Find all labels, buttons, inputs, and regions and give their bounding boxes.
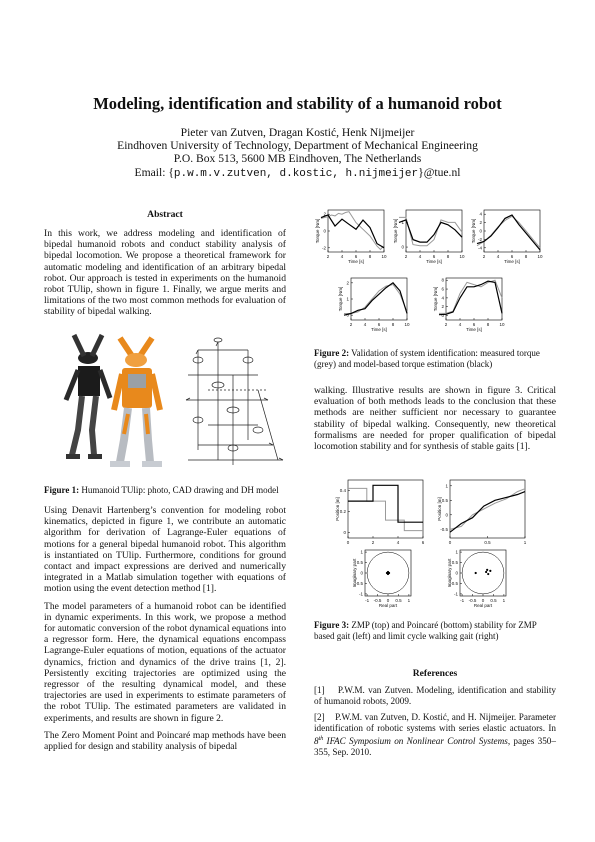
- x-tick-label: 1: [407, 598, 411, 603]
- x-tick-label: 10: [459, 254, 465, 259]
- x-tick-label: 8: [524, 254, 528, 259]
- paragraph-4: walking. Illustrative results are shown in figure 3. Critical evaluation of both methods leads to the conclusion that these methods are neither sufficient nor necessary to guarantee stability of bipedal walking. Consequently, new theoretical formalisms are needed for proper qualification of bipedal locomotion stability and for synthesis of stable gaits [1].: [314, 385, 556, 453]
- address: P.O. Box 513, 5600 MB Eindhoven, The Netherlands: [173, 152, 422, 165]
- x-tick-label: 4: [340, 254, 344, 259]
- y-axis-label: Position [m]: [437, 497, 442, 521]
- chart-4: [433, 278, 505, 332]
- chart-1: [393, 210, 465, 264]
- y-tick-label: 0.5: [356, 560, 363, 566]
- y-tick-label: 0.5: [441, 497, 448, 503]
- y-tick-label: 8: [441, 277, 444, 283]
- reference-2-sup-number: 8: [314, 736, 319, 747]
- x-tick-label: 6: [377, 322, 381, 327]
- plot-frame: [460, 550, 506, 596]
- paper-title: Modeling, identification and stability of a humanoid robot: [93, 94, 502, 113]
- x-tick-label: 0.5: [395, 598, 402, 603]
- figure-3-plots: [310, 478, 560, 618]
- x-tick-label: 6: [432, 254, 436, 259]
- y-tick-label: 1: [360, 549, 363, 555]
- x-tick-label: 4: [496, 254, 500, 259]
- figure-2-text: Validation of system identification: measured torque (grey) and model-based torque estimation (black): [314, 348, 540, 369]
- robot-photo: [66, 335, 110, 459]
- y-tick-label: -1: [453, 591, 458, 597]
- reference-2-venue: IFAC Symposium on Nonlinear Control Systems: [323, 736, 508, 747]
- left-body: [44, 505, 286, 758]
- x-tick-label: 8: [391, 322, 395, 327]
- references-heading: References: [412, 668, 458, 679]
- x-tick-label: -0.5: [373, 598, 382, 603]
- x-tick-label: 8: [486, 322, 490, 327]
- x-axis-label: Time [s]: [371, 327, 387, 332]
- plot-frame: [328, 210, 384, 252]
- y-tick-label: 2: [323, 211, 326, 217]
- y-tick-label: 4: [479, 211, 482, 217]
- x-tick-label: 6: [472, 322, 476, 327]
- y-tick-label: 0: [455, 570, 458, 576]
- x-tick-label: 0: [346, 540, 350, 545]
- x-axis-label: Real part: [473, 603, 493, 608]
- x-tick-label: 10: [537, 254, 543, 259]
- pole-point: [486, 569, 488, 571]
- x-tick-label: 10: [499, 322, 505, 327]
- y-tick-label: 1: [401, 219, 404, 225]
- x-tick-label: 6: [510, 254, 514, 259]
- y-tick-label: -1: [358, 591, 363, 597]
- y-tick-label: 4: [441, 295, 444, 301]
- y-tick-label: 0: [360, 570, 363, 576]
- email-addresses: p.w.m.v.zutven, d.kostic, h.nijmeijer: [173, 168, 419, 180]
- x-tick-label: 2: [482, 254, 486, 259]
- x-tick-label: -1: [460, 598, 465, 603]
- x-tick-label: -1: [365, 598, 370, 603]
- paragraph-3: The Zero Moment Point and Poincaré map methods have been applied for design and stability analysis of bipedal: [44, 729, 286, 753]
- y-tick-label: 0: [343, 530, 346, 536]
- chart-0: [315, 210, 387, 264]
- y-axis-label: Torque [Nm]: [338, 286, 343, 312]
- x-tick-label: 2: [444, 322, 448, 327]
- y-axis-label: Torque [Nm]: [315, 218, 320, 244]
- email-line: [0, 166, 595, 180]
- x-tick-label: 0: [448, 540, 452, 545]
- dh-model: [186, 338, 283, 465]
- y-tick-label: 0: [401, 244, 404, 250]
- x-tick-label: 0.5: [490, 598, 497, 603]
- y-tick-label: 2: [346, 280, 349, 286]
- y-tick-label: 0.4: [339, 488, 346, 494]
- x-tick-label: 0.5: [484, 540, 491, 545]
- y-axis-label: Torque [Nm]: [393, 218, 398, 244]
- y-tick-label: 1: [445, 483, 448, 489]
- chart-2: [471, 210, 543, 264]
- x-tick-label: 2: [371, 540, 375, 545]
- x-tick-label: 10: [404, 322, 410, 327]
- figure-1-text: Humanoid TUlip: photo, CAD drawing and DH model: [79, 485, 279, 495]
- y-tick-label: -0.5: [450, 580, 458, 586]
- figure-1-image: [58, 330, 288, 475]
- x-tick-label: -0.5: [468, 598, 477, 603]
- x-tick-label: 6: [354, 254, 358, 259]
- affiliation: Eindhoven University of Technology, Department of Mechanical Engineering: [117, 139, 478, 152]
- y-axis-label: Torque [Nm]: [471, 218, 476, 244]
- figure-2-label: Figure 2:: [314, 348, 350, 358]
- pole-point: [475, 572, 477, 574]
- figure-1-caption: [44, 485, 294, 496]
- chart-3: [338, 278, 410, 332]
- figure-2-caption: [314, 348, 556, 370]
- email-domain: }@tue.nl: [418, 166, 461, 179]
- x-tick-label: 0: [386, 598, 390, 603]
- y-tick-label: 0.2: [339, 509, 346, 515]
- x-tick-label: 4: [418, 254, 422, 259]
- reference-1-number: [1]: [314, 685, 325, 695]
- x-tick-label: 4: [396, 540, 400, 545]
- email-label: Email: {: [134, 166, 174, 179]
- reference-2-text: P.W.M. van Zutven, D. Kostić, and H. Nijmeijer. Parameter identification of robotic systems with series elastic actuators. In: [314, 712, 556, 733]
- x-tick-label: 1: [502, 598, 506, 603]
- x-tick-label: 6: [421, 540, 425, 545]
- y-tick-label: 1: [455, 549, 458, 555]
- x-tick-label: 10: [381, 254, 387, 259]
- y-axis-label: Position [m]: [335, 497, 340, 521]
- x-tick-label: 8: [368, 254, 372, 259]
- figure-1-label: Figure 1:: [44, 485, 80, 495]
- reference-2-pages: , pages 350–355, Sep. 2010.: [314, 736, 556, 758]
- x-axis-label: Time [s]: [348, 259, 364, 264]
- y-tick-label: -2: [477, 236, 482, 242]
- y-tick-label: 0: [346, 312, 349, 318]
- chart-8: [447, 550, 506, 608]
- x-tick-label: 2: [326, 254, 330, 259]
- abstract-text: In this work, we address modeling and identification of bipedal humanoid robots and conduct stability analysis of bipedal locomotion. We propose a theoretical framework for automatic modeling and identification of an arbitrary bipedal robot. Our approach is tested in experiments on the humanoid robot TUlip, shown in figure 1. Finally, we argue merits and limitations of the two most common methods for evaluation of stability of bipedal walking.: [44, 228, 286, 318]
- reference-2: [314, 712, 556, 758]
- authors: Pieter van Zutven, Dragan Kostić, Henk Nijmeijer: [180, 126, 415, 139]
- figure-2-plots: [306, 200, 556, 360]
- y-tick-label: 2: [479, 220, 482, 226]
- pole-point: [386, 572, 388, 574]
- figure-3-caption: [314, 620, 556, 642]
- chart-5: [335, 480, 425, 545]
- pole-point: [485, 571, 487, 573]
- plot-frame: [406, 210, 462, 252]
- y-tick-label: -0.5: [355, 580, 363, 586]
- y-tick-label: 2: [441, 304, 444, 310]
- pole-point: [487, 573, 489, 575]
- x-tick-label: 4: [458, 322, 462, 327]
- reference-1-text: P.W.M. van Zutven. Modeling, identification and stability of humanoid robots, 2009.: [314, 685, 556, 706]
- x-tick-label: 2: [349, 322, 353, 327]
- y-tick-label: 0: [323, 228, 326, 234]
- x-axis-label: Time [s]: [466, 327, 482, 332]
- y-tick-label: 0: [441, 313, 444, 319]
- figure-1: [58, 330, 288, 475]
- reference-2-number: [2]: [314, 712, 325, 722]
- x-tick-label: 1: [523, 540, 527, 545]
- reference-1: [314, 685, 556, 707]
- pole-point: [489, 570, 491, 572]
- y-axis-label: Imaginary part: [447, 558, 452, 588]
- plot-frame: [351, 278, 407, 320]
- y-axis-label: Torque [Nm]: [433, 286, 438, 312]
- y-tick-label: 0.5: [451, 560, 458, 566]
- x-axis-label: Time [s]: [504, 259, 520, 264]
- y-tick-label: -0.5: [440, 526, 448, 532]
- x-tick-label: 4: [363, 322, 367, 327]
- figure-3-label: Figure 3:: [314, 620, 350, 630]
- x-tick-label: 2: [404, 254, 408, 259]
- figure-3-text: ZMP (top) and Poincaré (bottom) stability for ZMP based gait (left) and limit cycle walking gait (right): [314, 620, 537, 641]
- y-tick-label: -4: [477, 245, 482, 251]
- y-tick-label: 1: [346, 296, 349, 302]
- x-tick-label: 8: [446, 254, 450, 259]
- y-tick-label: -2: [321, 245, 326, 251]
- plot-frame: [450, 480, 525, 538]
- paragraph-2: The model parameters of a humanoid robot can be identified in dynamic experiments. In this work, we propose a method for automatic conversion of the robot dynamical equations into a regressor form. Here, the dynamical equations encompass Lagrange-Euler equations of motion, equations of the actuator dynamics, friction and dynamics of the drive trains [1, 2]. Persistently exciting trajectories are optimized using the regressor of the resulting dynamical model, and these trajectories are used in experiments to estimate parameters of the robot TUlip. The estimated parameters are validated in experiments, and results are shown in figure 2.: [44, 600, 286, 724]
- abstract-heading: Abstract: [147, 209, 183, 220]
- x-axis-label: Time [s]: [426, 259, 442, 264]
- robot-cad: [110, 338, 162, 467]
- chart-6: [437, 480, 527, 545]
- y-tick-label: 6: [441, 286, 444, 292]
- x-tick-label: 0: [481, 598, 485, 603]
- y-axis-label: Imaginary part: [352, 558, 357, 588]
- paragraph-1: Using Denavit Hartenberg’s convention for modeling robot kinematics, depicted in figure 1, we contribute an automatic algorithm for derivation of Lagrange-Euler equations of motions for a general bipedal humanoid robot. This algorithm is instantiated on TUlip. Furthermore, conditions for ground contact and impact expressions are derived and numerically integrated in a Matlab simulation together with equations of motion using the event detection method [1].: [44, 505, 286, 595]
- y-tick-label: 0: [479, 228, 482, 234]
- x-axis-label: Real part: [378, 603, 398, 608]
- chart-7: [352, 550, 411, 608]
- y-tick-label: 0: [445, 512, 448, 518]
- reference-2-sup: th: [318, 736, 324, 742]
